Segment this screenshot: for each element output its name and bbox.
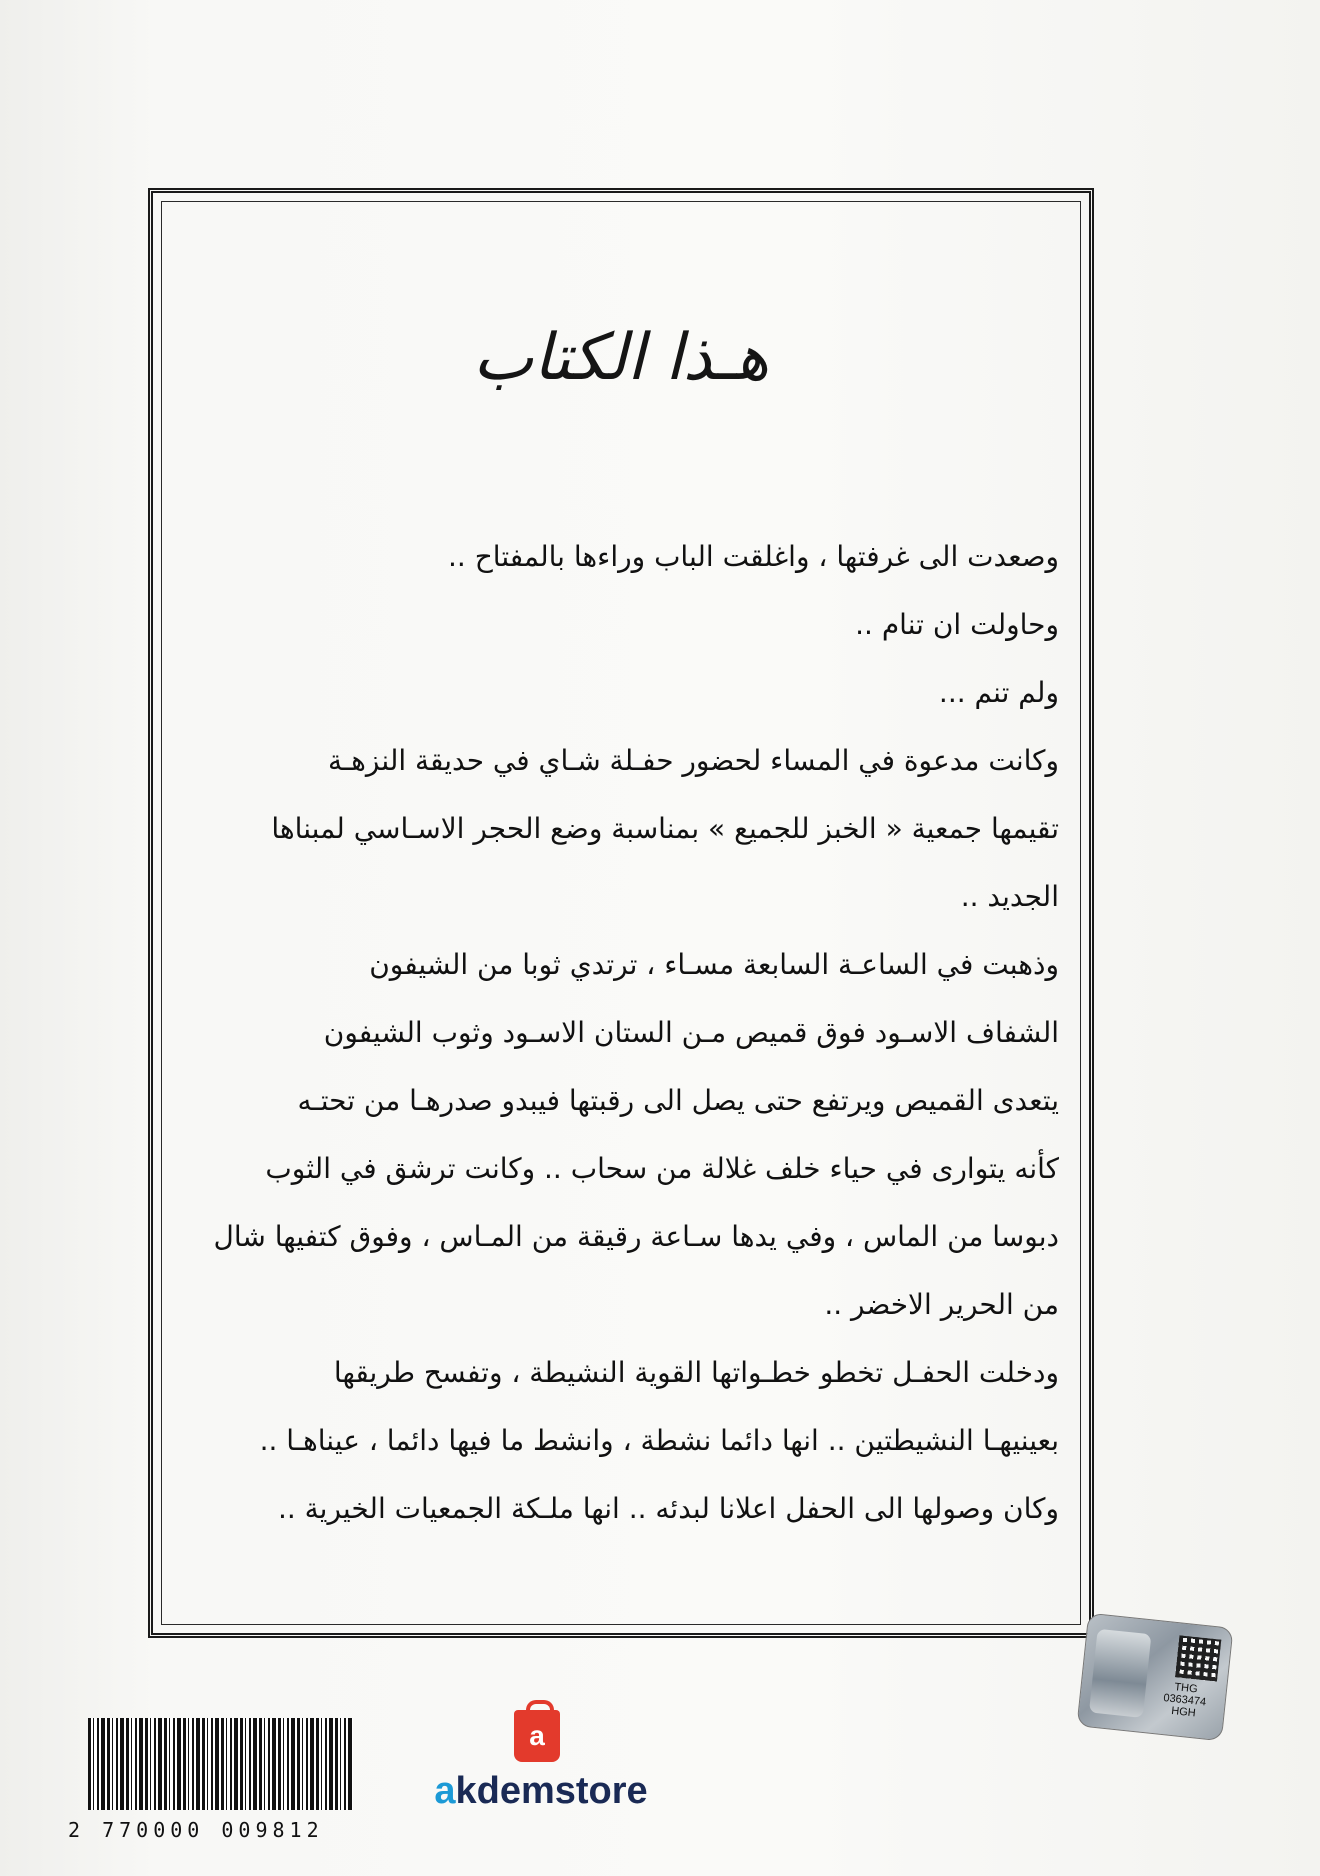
excerpt-text: [183, 523, 1059, 1543]
store-name-rest: kdemstore: [455, 1770, 648, 1812]
text-line: دبوسا من الماس ، وفي يدها سـاعة رقيقة من المـاس ، وفوق كتفيها شال: [213, 1220, 1059, 1253]
sticker-line: THG: [1173, 1681, 1199, 1696]
sticker-line: HGH: [1170, 1704, 1197, 1720]
text-line: وذهبت في الساعـة السابعة مسـاء ، ترتدي ثوبا من الشيفون: [369, 948, 1059, 981]
barcode-number: 2 770000 009812: [68, 1818, 324, 1842]
text-line: وصعدت الى غرفتها ، واغلقت الباب وراءها بالمفتاح ..: [448, 540, 1059, 573]
store-name-accent: a: [434, 1770, 456, 1812]
hologram-sticker: [1076, 1613, 1233, 1742]
text-line: وحاولت ان تنام ..: [855, 608, 1059, 641]
barcode-bars: [88, 1718, 353, 1810]
text-line: من الحرير الاخضر ..: [824, 1288, 1059, 1321]
sticker-label: [1147, 1679, 1222, 1722]
page-title: هـذا الكتاب: [473, 321, 769, 395]
text-line: الجديد ..: [960, 880, 1059, 913]
text-line: تقيمها جمعية « الخبز للجميع » بمناسبة وضع الحجر الاسـاسي لمبناها: [271, 812, 1059, 845]
text-frame: [148, 188, 1094, 1638]
text-line: وكان وصولها الى الحفل اعلانا لبدئه .. انها ملـكة الجمعيات الخيرية ..: [277, 1492, 1059, 1525]
text-line: كأنه يتوارى في حياء خلف غلالة من سحاب .. وكانت ترشق في الثوب: [265, 1152, 1059, 1185]
text-line: بعينيهـا النشيطتين .. انها دائما نشطة ، وانشط ما فيها دائما ، عيناهـا ..: [259, 1424, 1059, 1457]
text-line: ولم تنم ...: [938, 676, 1059, 709]
text-line: الشفاف الاسـود فوق قميص مـن الستان الاسـود وثوب الشيفون: [323, 1016, 1059, 1049]
store-name: [416, 1770, 666, 1813]
store-logo: [416, 1710, 666, 1820]
text-line: ودخلت الحفـل تخطو خطـواتها القوية النشيطة ، وتفسح طريقها: [333, 1356, 1059, 1389]
shopping-bag-icon: a: [514, 1710, 560, 1762]
barcode: [58, 1700, 378, 1850]
qr-code-icon: [1175, 1635, 1221, 1681]
text-line: وكانت مدعوة في المساء لحضور حفـلة شـاي في حديقة النزهـة: [327, 744, 1059, 777]
text-line: يتعدى القميص ويرتفع حتى يصل الى رقبتها فيبدو صدرهـا من تحتـه: [297, 1084, 1059, 1117]
sticker-line: 0363474: [1162, 1692, 1207, 1709]
hologram-icon: [1089, 1629, 1151, 1718]
